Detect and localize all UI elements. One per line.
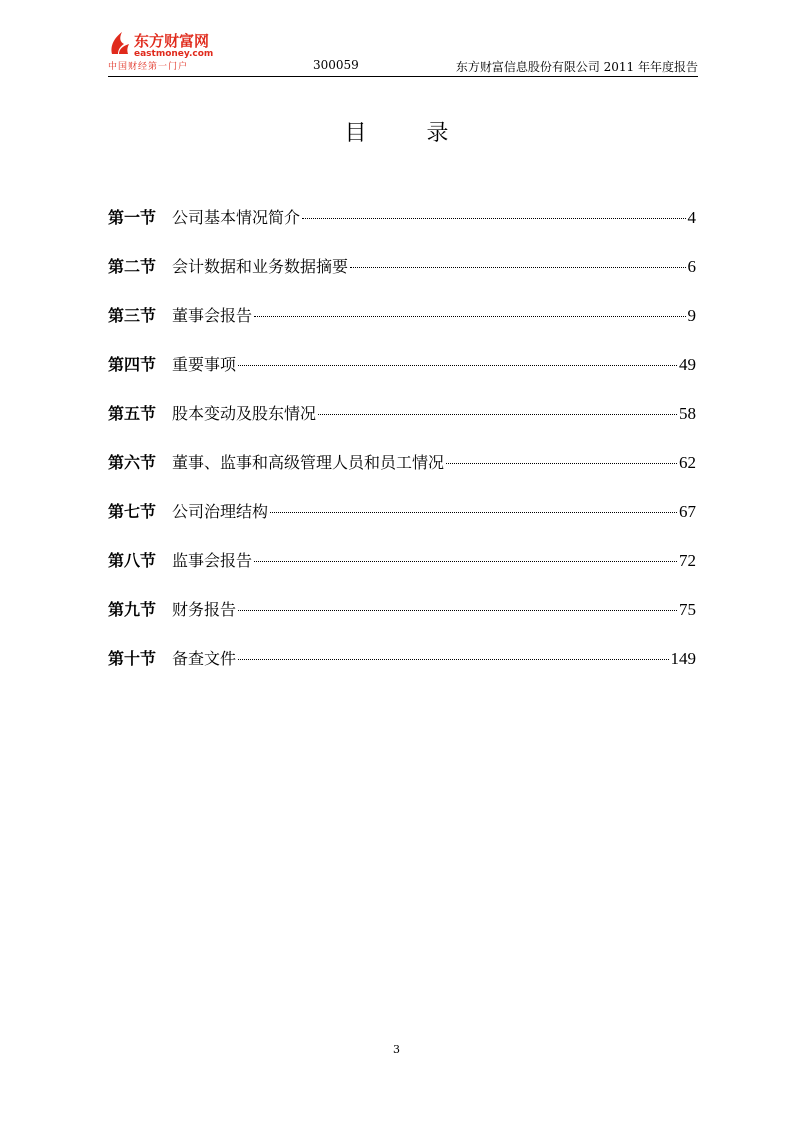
toc-section-title: 财务报告 [172,600,237,619]
toc-dot-leader [254,316,685,317]
toc-section-title: 重要事项 [172,355,237,374]
page-number: 3 [393,1043,400,1056]
toc-dot-leader [238,659,668,660]
toc-section-number: 第七节 [108,502,157,521]
toc-dot-leader [446,463,677,464]
toc-section-title: 董事、监事和高级管理人员和员工情况 [172,453,445,472]
flame-logo-icon [108,30,132,56]
toc-section-title: 董事会报告 [172,306,253,325]
toc-page-number: 4 [687,208,696,227]
toc-dot-leader [238,610,677,611]
toc-page-number: 49 [679,355,696,374]
toc-dot-leader [318,414,677,415]
toc-section-number: 第三节 [108,306,157,325]
toc-dot-leader [254,561,677,562]
report-title: 东方财富信息股份有限公司 2011 年年度报告 [455,60,698,74]
toc-section-title: 备查文件 [172,649,237,668]
toc-section-number: 第六节 [108,453,157,472]
toc-entry[interactable] [108,499,696,548]
toc-entry[interactable] [108,205,696,254]
toc-dot-leader [302,218,685,219]
toc-section-title: 公司治理结构 [172,502,269,521]
toc-section-number: 第一节 [108,208,157,227]
toc-section-title: 会计数据和业务数据摘要 [172,257,349,276]
toc-section-title: 监事会报告 [172,551,253,570]
toc-section-number: 第五节 [108,404,157,423]
toc-entry[interactable] [108,548,696,597]
page-header [108,28,698,76]
toc-section-title: 公司基本情况简介 [172,208,301,227]
toc-heading: 目录 [344,121,509,146]
toc-entry[interactable] [108,254,696,303]
toc-section-title: 股本变动及股东情况 [172,404,317,423]
toc-page-number: 67 [679,502,696,521]
toc-page-number: 62 [679,453,696,472]
toc-section-number: 第十节 [108,649,157,668]
logo-name: 东方财富网 [134,32,210,50]
toc-section-number: 第四节 [108,355,157,374]
table-of-contents [108,205,696,695]
toc-entry[interactable] [108,597,696,646]
toc-dot-leader [238,365,677,366]
toc-section-number: 第八节 [108,551,157,570]
toc-entry[interactable] [108,352,696,401]
toc-dot-leader [350,267,685,268]
eastmoney-logo [108,28,228,76]
toc-entry[interactable] [108,450,696,499]
toc-entry[interactable] [108,303,696,352]
logo-slogan: 中国财经第一门户 [108,62,189,72]
stock-code: 300059 [313,58,359,72]
toc-page-number: 149 [670,649,696,668]
toc-section-number: 第九节 [108,600,157,619]
toc-page-number: 6 [687,257,696,276]
toc-page-number: 9 [687,306,696,325]
toc-dot-leader [270,512,677,513]
toc-page-number: 58 [679,404,696,423]
toc-entry[interactable] [108,401,696,450]
toc-section-number: 第二节 [108,257,157,276]
toc-entry[interactable] [108,646,696,695]
header-divider [108,76,698,77]
toc-page-number: 75 [679,600,696,619]
toc-page-number: 72 [679,551,696,570]
logo-domain: eastmoney.com [134,49,214,59]
